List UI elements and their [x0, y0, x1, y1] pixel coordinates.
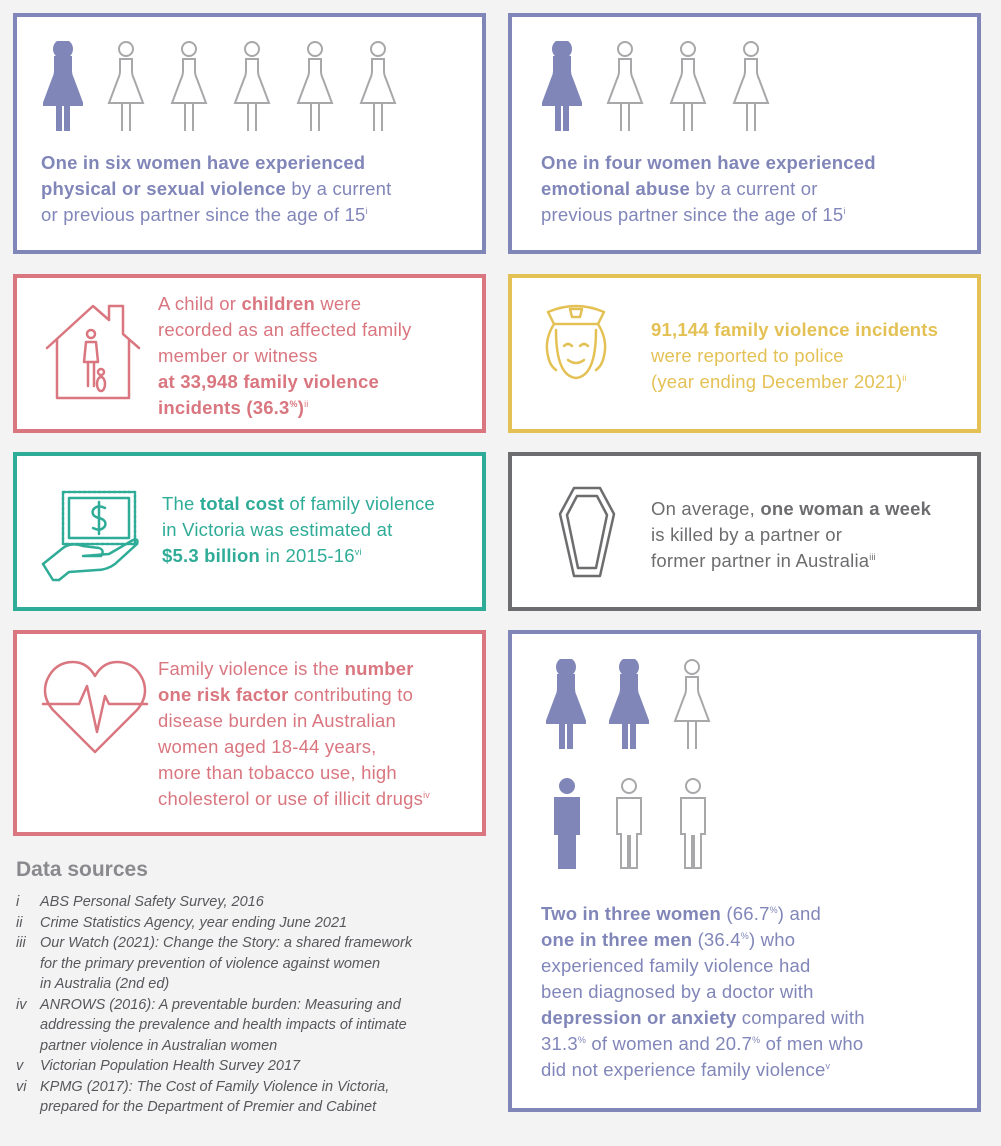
- data-source-number: vi: [16, 1078, 27, 1095]
- stat-card-total-cost: [13, 452, 486, 611]
- stat-text: One in six women have experienced physical or sexual violence by a current or previous partner since the age of 15$^i$: [41, 152, 392, 225]
- data-source-text: [40, 995, 407, 1057]
- stat-card-emotional-abuse: [508, 13, 981, 254]
- data-source-number: iii: [16, 935, 26, 951]
- data-source-line: KPMG (2017): The Cost of Family Violence in Victoria,: [40, 1078, 390, 1095]
- women-figures-icon: [546, 659, 716, 753]
- data-source-line: Our Watch (2021): Change the Story: a shared framework: [40, 935, 413, 951]
- stat-text: The total cost of family violence in Victoria was estimated at $5.3 billion in 2015-16$^{vi}$: [162, 493, 435, 566]
- stat-text: Family violence is the number one risk factor contributing to disease burden in Australian women aged 18-44 years, more than tobacco use, high cholesterol or use of illicit drugs$^{iv}$: [158, 658, 430, 809]
- stat-text: Two in three women (66.7%) and one in three men (36.4%) who experienced family violence had been diagnosed by a doctor with depression or anxiety compared with 31.3% of women and 20.7% of men who did not experience family violence$^v$: [541, 903, 865, 1080]
- data-source-text: [40, 892, 264, 913]
- stat-card-physical-sexual-violence: [13, 13, 486, 254]
- house-family-icon: [43, 300, 143, 404]
- data-source-line: Victorian Population Health Survey 2017: [40, 1058, 301, 1074]
- data-source-number: i: [16, 894, 20, 910]
- data-source-text: [40, 913, 347, 934]
- stat-card-depression-anxiety: [508, 630, 981, 1112]
- stat-card-police-reports: [508, 274, 981, 433]
- data-source-line: prepared for the Department of Premier and Cabinet: [40, 1099, 377, 1115]
- data-source-item: [16, 1077, 486, 1118]
- data-source-item: [16, 892, 486, 913]
- coffin-icon: [556, 484, 618, 580]
- data-source-line: ANROWS (2016): A preventable burden: Measuring and: [40, 996, 401, 1013]
- data-source-item: [16, 913, 486, 934]
- data-source-item: [16, 995, 486, 1057]
- data-source-text: [40, 933, 412, 995]
- data-source-line: ABS Personal Safety Survey, 2016: [40, 894, 264, 910]
- data-source-item: [16, 933, 486, 995]
- stat-text: A child or children were recorded as an affected family member or witness at 33,948 family violence incidents $(36.3^{\%})^{ii}$: [158, 293, 412, 418]
- data-source-number: v: [16, 1058, 24, 1074]
- data-sources-list: [16, 892, 486, 1118]
- data-source-line: partner violence in Australian women: [40, 1037, 278, 1054]
- women-figures-icon: [542, 41, 782, 135]
- data-source-text: [40, 1077, 389, 1118]
- stat-card-children-affected: [13, 274, 486, 433]
- data-sources: [16, 858, 486, 1118]
- hand-money-icon: [39, 488, 143, 584]
- stat-text: 91,144 family violence incidents were reported to police (year ending December 2021)$^{ii}$: [651, 319, 939, 392]
- data-source-line: Crime Statistics Agency, year ending June 2021: [40, 914, 348, 931]
- police-officer-icon: [542, 300, 610, 392]
- stat-card-women-killed: [508, 452, 981, 611]
- men-figures-icon: [550, 778, 714, 872]
- data-source-number: iv: [16, 996, 27, 1013]
- data-source-line: for the primary prevention of violence against women: [40, 955, 381, 972]
- data-source-line: addressing the prevalence and health impacts of intimate: [40, 1017, 407, 1033]
- data-source-number: ii: [16, 914, 23, 931]
- data-source-text: [40, 1056, 300, 1077]
- stat-card-disease-burden: [13, 630, 486, 836]
- data-source-line: in Australia (2nd ed): [40, 976, 170, 992]
- stat-text: On average, one woman a week is killed by a partner or former partner in Australia$^{iii}$: [651, 498, 932, 571]
- data-sources-heading: Data sources: [16, 858, 148, 881]
- stat-text: One in four women have experienced emotional abuse by a current or previous partner since the age of 15$^i$: [541, 152, 876, 225]
- data-source-item: [16, 1056, 486, 1077]
- women-figures-icon: [43, 41, 403, 135]
- heartbeat-icon: [41, 658, 149, 756]
